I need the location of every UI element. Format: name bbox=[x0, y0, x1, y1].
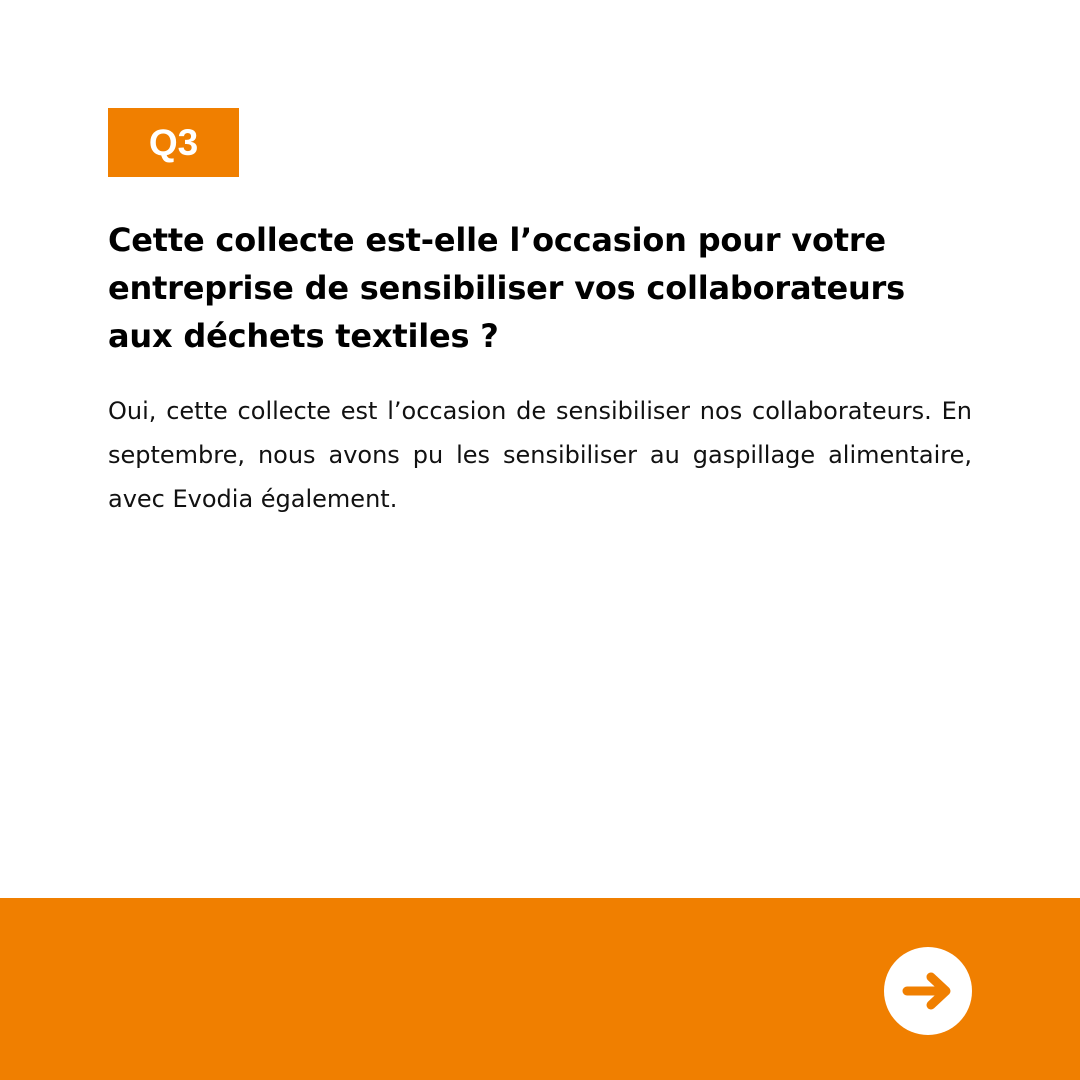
next-button[interactable] bbox=[884, 947, 972, 1035]
question-title: Cette collecte est-elle l’occasion pour votre entreprise de sensibiliser vos collaborateurs aux déchets textiles ? bbox=[108, 221, 905, 355]
question-number-badge bbox=[108, 108, 239, 177]
arrow-right-icon bbox=[901, 971, 955, 1011]
answer-paragraph: Oui, cette collecte est l’occasion de sensibiliser nos collaborateurs. En septembre, nous avons pu les sensibiliser au gaspillage alimentaire, avec Evodia également. bbox=[108, 397, 972, 513]
question-number-label: Q3 bbox=[148, 121, 199, 163]
